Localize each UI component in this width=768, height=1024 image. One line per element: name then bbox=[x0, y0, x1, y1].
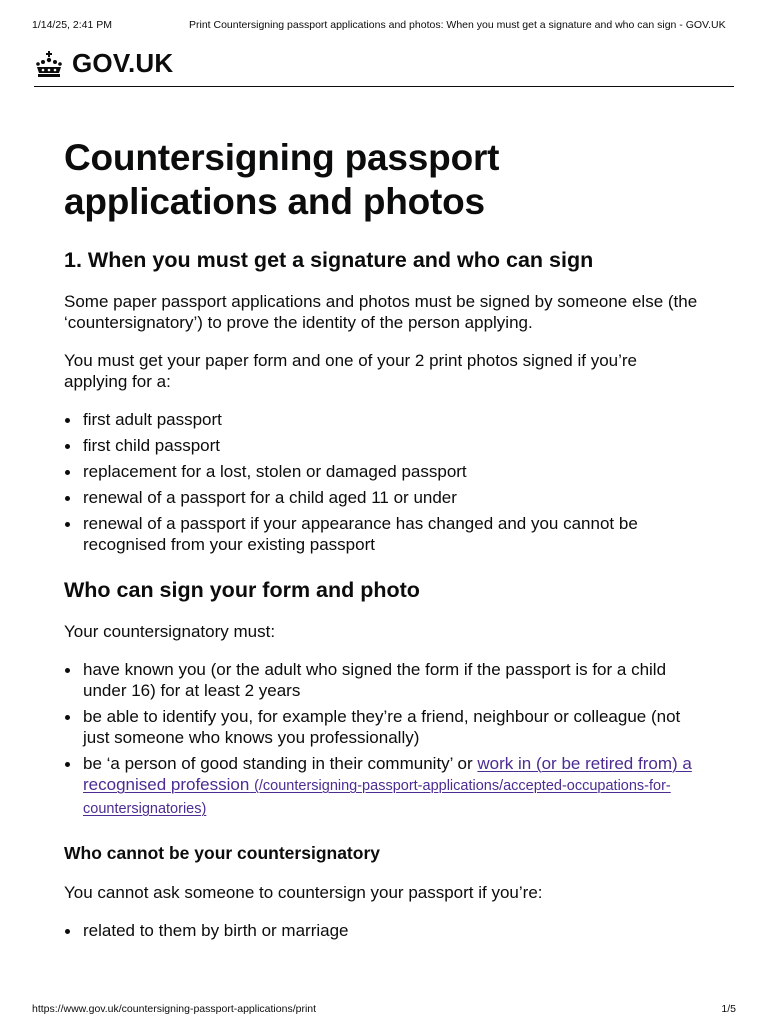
list-item: renewal of a passport if your appearance has changed and you cannot be recognised from your existing passport bbox=[64, 513, 704, 555]
must-sign-list bbox=[64, 409, 704, 555]
list-item: first adult passport bbox=[64, 409, 704, 430]
list-item: related to them by birth or marriage bbox=[64, 920, 704, 941]
list-item-standing bbox=[64, 753, 704, 820]
recognised-profession-link-href[interactable]: (/countersigning-passport-applications/accepted-occupations-for-countersignatories) bbox=[83, 778, 671, 817]
who-can-sign-heading: Who can sign your form and photo bbox=[64, 578, 420, 602]
standing-text: be ‘a person of good standing in their community’ or bbox=[83, 754, 478, 773]
print-header bbox=[32, 19, 736, 33]
print-datetime: 1/14/25, 2:41 PM bbox=[32, 19, 112, 31]
govuk-header bbox=[34, 44, 734, 87]
list-item: replacement for a lost, stolen or damaged passport bbox=[64, 461, 704, 482]
main-content bbox=[64, 136, 704, 963]
list-item: renewal of a passport for a child aged 11 or under bbox=[64, 487, 704, 508]
print-page-number: 1/5 bbox=[721, 1003, 736, 1015]
must-sign-paragraph: You must get your paper form and one of your 2 print photos signed if you’re applying for a: bbox=[64, 351, 637, 391]
recognised-profession-link-text[interactable]: work in (or be retired from) a recognised profession bbox=[83, 754, 692, 794]
list-item: first child passport bbox=[64, 435, 704, 456]
page-title: Countersigning passport applications and photos bbox=[64, 137, 500, 222]
who-cannot-heading: Who cannot be your countersignatory bbox=[64, 843, 380, 863]
list-item: have known you (or the adult who signed the form if the passport is for a child under 16) for at least 2 years bbox=[64, 659, 704, 701]
print-url: https://www.gov.uk/countersigning-passport-applications/print bbox=[32, 1003, 317, 1015]
print-page-title: Print Countersigning passport applications and photos: When you must get a signature and who can sign - GOV.UK bbox=[189, 19, 726, 31]
countersignatory-requirements-list bbox=[64, 659, 704, 820]
list-item: be able to identify you, for example they’re a friend, neighbour or colleague (not just someone who knows you professionally) bbox=[64, 706, 704, 748]
crown-icon bbox=[34, 50, 64, 78]
cannot-list bbox=[64, 920, 704, 941]
countersignatory-must-text: Your countersignatory must: bbox=[64, 622, 276, 641]
cannot-paragraph: You cannot ask someone to countersign your passport if you’re: bbox=[64, 883, 543, 902]
section-heading: 1. When you must get a signature and who can sign bbox=[64, 248, 594, 272]
govuk-logotype[interactable]: GOV.UK bbox=[72, 48, 174, 78]
print-footer bbox=[32, 1003, 736, 1017]
intro-paragraph: Some paper passport applications and photos must be signed by someone else (the ‘countersignatory’) to prove the identity of the person applying. bbox=[64, 292, 698, 332]
